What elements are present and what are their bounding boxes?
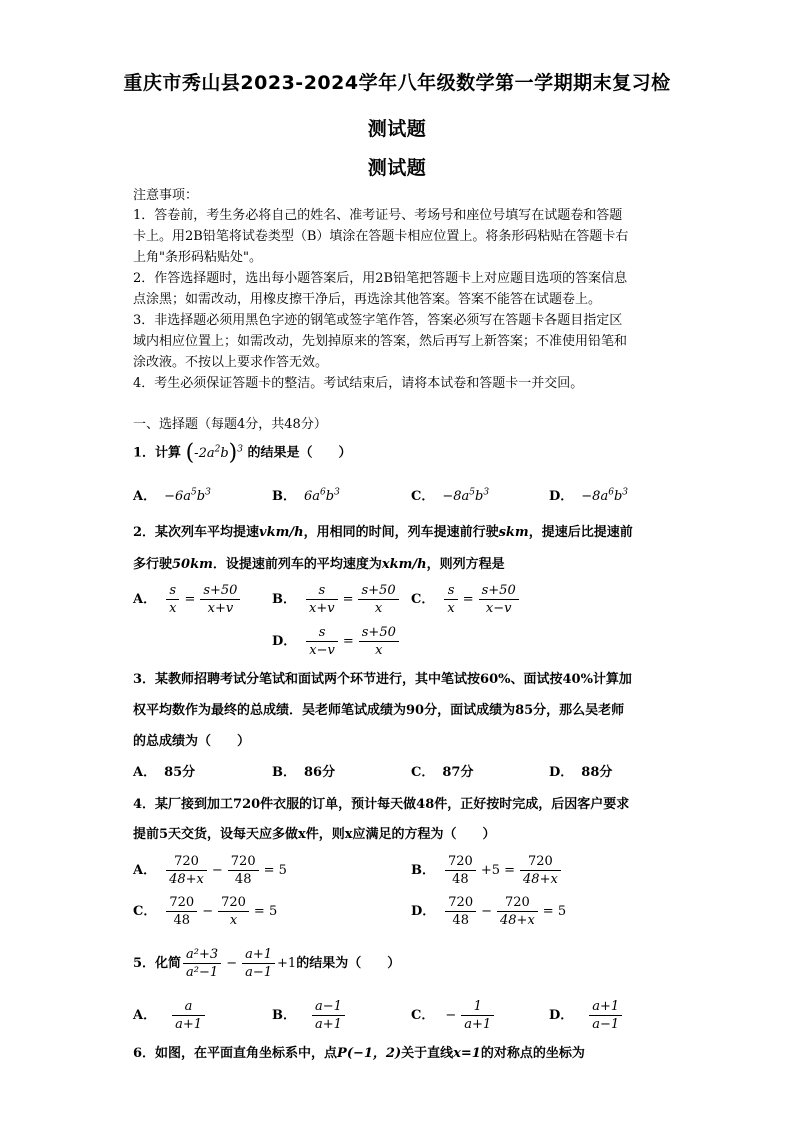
denominator: 48+x — [169, 872, 204, 887]
fraction — [359, 624, 399, 659]
q2-text: 2．某次列车平均提速 — [133, 525, 260, 540]
denominator: a²−1 — [186, 965, 219, 980]
denominator: x−v — [309, 643, 335, 658]
q5-option-a[interactable] — [133, 998, 207, 1033]
page-title: 重庆市秀山县2023-2024学年八年级数学第一学期期末复习检 — [123, 72, 671, 94]
expr-sup-outer: 3 — [237, 444, 243, 455]
numerator: 720 — [228, 853, 259, 871]
numerator: 1 — [461, 998, 494, 1016]
numerator: a+1 — [242, 946, 275, 964]
numerator: 720 — [166, 853, 207, 871]
q5-suffix: 的结果为（ ） — [296, 955, 401, 971]
option-label: A． — [133, 489, 157, 504]
operator: +5 = — [480, 862, 516, 878]
denominator: 48 — [234, 872, 252, 887]
q2-text: ，用相同的时间，列车提速前行驶 — [303, 525, 499, 540]
fraction — [166, 894, 197, 929]
q6-line-eq: x=1 — [453, 1046, 481, 1061]
q3-option-d[interactable] — [549, 765, 612, 781]
fraction — [306, 624, 338, 659]
page-subtitle: 测试题 — [367, 157, 427, 179]
section-heading: 一、选择题（每题4分，共48分） — [133, 417, 327, 432]
option-sup: 3 — [334, 487, 340, 498]
question-6 — [133, 1046, 585, 1062]
option-sup: 3 — [205, 487, 211, 498]
q3-option-a[interactable] — [133, 765, 195, 781]
notice-heading: 注意事项： — [133, 188, 199, 203]
q2-option-d[interactable]: D． $\frac{s}{x-v}$ = $\frac{s+50}{x}$ — [272, 624, 401, 659]
option-text: 87分 — [442, 765, 474, 780]
question-4-line: 4．某厂接到加工720件衣服的订单，预计每天做48件，正好按时完成，后因客户要求 — [133, 797, 630, 812]
q4-option-d[interactable] — [411, 894, 569, 929]
numerator: 720 — [166, 894, 197, 912]
q5-tail: +1 — [277, 955, 297, 971]
denominator: a−1 — [592, 1017, 620, 1032]
denominator: a+1 — [315, 1017, 342, 1032]
option-label: C． — [133, 903, 157, 919]
notice-line: 4．考生必须保证答题卡的整洁。考试结束后，请将本试卷和答题卡一并交回。 — [133, 376, 584, 391]
option-label: D． — [272, 633, 297, 649]
option-label: C． — [411, 1007, 435, 1023]
operator: − — [226, 955, 238, 971]
q5-option-d[interactable] — [549, 998, 624, 1033]
option-var: b — [475, 489, 484, 504]
numerator: s — [166, 582, 179, 600]
option-label: A． — [133, 1007, 157, 1023]
notice-line: 上角"条形码粘贴处"。 — [133, 250, 262, 265]
q2-text: ，提速后比提速前 — [528, 525, 633, 540]
question-3-line: 3．某教师招聘考试分笔试和面试两个环节进行，其中笔试按60%、面试按40%计算加 — [133, 672, 632, 687]
q6-text: 关于直线 — [401, 1046, 454, 1061]
q4-option-b[interactable] — [411, 853, 569, 888]
expr-b: b — [220, 445, 229, 461]
q2-unit: skm — [498, 525, 529, 540]
numerator: s+50 — [358, 582, 398, 600]
denominator: x — [447, 601, 455, 616]
q2-text: 多行驶 — [133, 557, 173, 572]
q5-option-b[interactable] — [272, 998, 347, 1033]
numerator: a — [172, 998, 205, 1016]
numerator: a+1 — [589, 998, 622, 1016]
fraction — [172, 998, 205, 1033]
denominator: x+v — [207, 601, 234, 616]
fraction — [306, 582, 338, 617]
operator: − — [481, 903, 493, 919]
operator: − — [211, 862, 223, 878]
notice-line: 卡上。用2B铅笔将试卷类型（B）填涂在答题卡相应位置上。将条形码粘贴在答题卡右 — [133, 229, 629, 244]
numerator: 720 — [445, 853, 476, 871]
denominator: 48+x — [500, 913, 535, 928]
notice-line: 2．作答选择题时，选出每小题答案后，用2B铅笔把答题卡上对应题目选项的答案信息 — [133, 271, 628, 286]
option-sup: 5 — [191, 487, 197, 498]
option-sup: 6 — [320, 487, 326, 498]
rhs: = 5 — [263, 862, 287, 878]
option-sup: 6 — [608, 487, 614, 498]
question-1-expression: $(-2a^2b)^3$ — [185, 440, 243, 465]
fraction — [312, 998, 345, 1033]
notice-line: 涂改液。不按以上要求作答无效。 — [133, 355, 329, 370]
denominator: x+v — [309, 601, 335, 616]
q1-option-d[interactable] — [549, 489, 628, 505]
denominator: 48 — [452, 913, 469, 928]
option-var: b — [325, 489, 335, 504]
expr-inner: -2a — [194, 445, 215, 461]
option-label: A． — [133, 591, 157, 607]
numerator: s+50 — [479, 582, 519, 600]
notice-line: 点涂黑；如需改动，用橡皮擦干净后，再选涂其他答案。答案不能答在试题卷上。 — [133, 292, 602, 307]
fraction — [358, 582, 398, 617]
option-sup: 3 — [622, 487, 628, 498]
denominator: x — [229, 913, 238, 928]
q3-option-c[interactable] — [411, 765, 473, 781]
q2-option-a[interactable]: A． $\frac{s}{x}$ = $\frac{s+50}{x+v}$ — [133, 582, 242, 617]
denominator: 48+x — [523, 872, 558, 887]
fraction — [445, 853, 476, 888]
q2-option-b[interactable]: B． $\frac{s}{x+v}$ = $\frac{s+50}{x}$ — [272, 582, 401, 617]
q4-option-a[interactable] — [133, 853, 290, 888]
numerator: 720 — [218, 894, 249, 912]
option-sign: − — [445, 1007, 457, 1023]
numerator: s — [306, 624, 338, 642]
q6-point: P(−1，2) — [337, 1046, 402, 1061]
option-sup: 5 — [469, 487, 476, 498]
numerator: 720 — [497, 894, 538, 912]
denominator: a−1 — [245, 965, 273, 980]
option-label: D． — [549, 489, 574, 504]
option-label: B． — [411, 862, 435, 878]
page-title-line2: 测试题 — [367, 118, 427, 140]
fraction — [200, 582, 240, 617]
numerator: a−1 — [312, 998, 345, 1016]
q6-text: 的对称点的坐标为 — [480, 1046, 585, 1061]
numerator: s — [306, 582, 338, 600]
rhs: = 5 — [542, 903, 567, 919]
option-label: B． — [272, 489, 296, 504]
fraction — [479, 582, 519, 617]
q1-option-c[interactable] — [411, 489, 489, 505]
denominator: x — [374, 601, 383, 616]
expr-sup-a: 2 — [214, 444, 221, 455]
q6-text: 6．如图，在平面直角坐标系中，点 — [133, 1046, 338, 1061]
question-5 — [133, 946, 400, 981]
option-coef: −6a — [164, 489, 192, 504]
option-coef: −8a — [442, 489, 470, 504]
fraction — [444, 582, 457, 617]
denominator: x — [169, 601, 177, 616]
numerator: a²+3 — [183, 946, 221, 964]
notice-line: 1．答卷前，考生务必将自己的姓名、准考证号、考场号和座位号填写在试题卷和答题 — [133, 208, 623, 223]
question-1 — [133, 440, 352, 465]
q2-text: ，则列方程是 — [426, 557, 505, 572]
option-label: D． — [411, 903, 436, 919]
notice-line: 3．非选择题必须用黑色字迹的钢笔或签字笔作答，答案必须写在答题卡各题目指定区 — [133, 313, 623, 328]
denominator: 48 — [452, 872, 469, 887]
denominator: x — [375, 643, 383, 658]
denominator: a+1 — [464, 1017, 492, 1032]
denominator: a+1 — [175, 1017, 203, 1032]
option-var: b — [613, 489, 623, 504]
q1-option-a[interactable] — [133, 489, 211, 505]
option-label: D． — [549, 765, 574, 780]
question-1-suffix: 的结果是（ ） — [247, 445, 352, 461]
question-2-line2 — [133, 557, 505, 573]
q2-option-c[interactable]: C． $\frac{s}{x}$ = $\frac{s+50}{x-v}$ — [411, 582, 521, 617]
option-text: 88分 — [581, 765, 613, 780]
q2-text: ．设提速前列车的平均速度为 — [212, 557, 382, 572]
denominator: 48 — [173, 913, 191, 928]
numerator: 720 — [520, 853, 561, 871]
option-coef: −8a — [581, 489, 609, 504]
question-1-prefix: 1．计算 — [133, 445, 182, 461]
question-4-line: 提前5天交货，设每天应多做x件，则x应满足的方程为（ ） — [133, 827, 496, 842]
fraction — [520, 853, 561, 888]
q4-option-c[interactable] — [133, 894, 280, 929]
numerator: s+50 — [200, 582, 240, 600]
denominator: x−v — [485, 601, 512, 616]
question-3-line: 的总成绩为（ ） — [133, 734, 251, 749]
option-text: 86分 — [304, 765, 336, 780]
fraction — [218, 894, 249, 929]
fraction — [497, 894, 538, 929]
numerator: 720 — [445, 894, 476, 912]
operator: − — [202, 903, 214, 919]
q2-unit: vkm/h — [259, 525, 304, 540]
fraction — [589, 998, 622, 1033]
option-label: B． — [272, 1007, 296, 1023]
option-sup: 3 — [483, 487, 490, 498]
option-coef: 6a — [304, 489, 321, 504]
fraction — [183, 946, 221, 981]
question-2-line1 — [133, 525, 633, 541]
numerator: s+50 — [359, 624, 399, 642]
option-label: C． — [411, 591, 435, 607]
fraction — [461, 998, 494, 1033]
fraction — [228, 853, 259, 888]
option-label: A． — [133, 765, 157, 780]
option-label: B． — [272, 591, 296, 607]
q2-unit: 50km — [172, 557, 213, 572]
question-3-line: 权平均数作为最终的总成绩．吴老师笔试成绩为90分，面试成绩为85分，那么吴老师 — [133, 703, 625, 718]
fraction — [166, 582, 179, 617]
option-label: B． — [272, 765, 296, 780]
fraction — [166, 853, 207, 888]
rhs: = 5 — [253, 903, 278, 919]
q1-option-b[interactable] — [272, 489, 340, 505]
option-label: C． — [411, 765, 435, 780]
option-text: 85分 — [164, 765, 196, 780]
numerator: s — [444, 582, 457, 600]
q2-unit: xkm/h — [381, 557, 427, 572]
fraction — [242, 946, 275, 981]
fraction — [445, 894, 476, 929]
option-label: A． — [133, 862, 157, 878]
q5-option-c[interactable] — [411, 998, 496, 1033]
option-label: C． — [411, 489, 435, 504]
option-label: D． — [549, 1007, 574, 1023]
notice-line: 域内相应位置上；如需改动，先划掉原来的答案，然后再写上新答案；不准使用铅笔和 — [133, 334, 628, 349]
q3-option-b[interactable] — [272, 765, 335, 781]
q5-prefix: 5．化简 — [133, 955, 182, 971]
option-var: b — [196, 489, 206, 504]
